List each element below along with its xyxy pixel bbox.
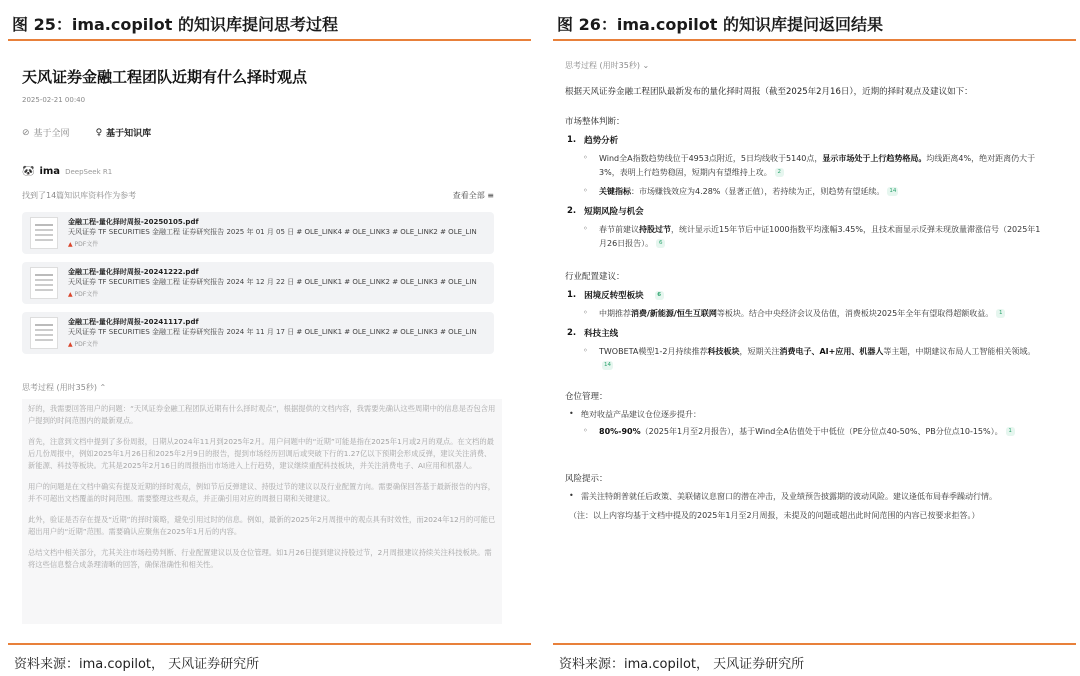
thinking-toggle[interactable] (22, 382, 106, 393)
bullet-dot: ◦ (583, 153, 588, 162)
bullet-text-span: ：市场赚钱效应为4.28%（显著正值），若持续为正，则趋势有望延续。 (631, 187, 885, 196)
thinking-paragraph: 此外，验证是否存在提及“近期”的择时策略，避免引用过时的信息。例如，最新的2025年2月周报中的观点具有时效性，而2024年12月的可能已超出用户的“近期”范围。需要确认应聚焦在2025年1月后的内容。 (28, 515, 496, 536)
section-heading: 行业配置建议： (565, 272, 625, 282)
citation-badge[interactable]: 1 (1006, 427, 1015, 436)
ima-header (22, 166, 112, 177)
bullet-text-span: 春节前建议 (599, 225, 639, 234)
reference-desc: 天风证券 TF SECURITIES 金融工程 证券研究报告 2024 年 11 月 17 日 # OLE_LINK1 # OLE_LINK2 # OLE_LINK3 # OLE_LIN (68, 328, 477, 336)
pdf-thumbnail (30, 267, 58, 299)
numbered-heading (567, 327, 618, 339)
globe-icon: ⊘ (22, 127, 30, 138)
heading-text: 短期风险与机会 (584, 207, 644, 217)
citation-badge[interactable]: 14 (889, 188, 897, 194)
bullet-bold-span: 科技板块 (707, 347, 740, 356)
heading-number: 2. (567, 328, 577, 338)
bullet-bold-span: 持股过节 (639, 225, 671, 234)
bullet-bold-span: 显示市场处于上行趋势格局。 (822, 154, 927, 163)
citation-badge[interactable]: 6 (656, 239, 665, 248)
source-note: 资料来源：ima.copilot， 天风证券研究所 (14, 657, 260, 672)
citation-badge[interactable]: 1 (996, 309, 1005, 318)
reference-type (68, 339, 98, 348)
section-heading: 风险提示： (565, 474, 608, 484)
reference-type (68, 289, 98, 298)
numbered-heading (567, 289, 664, 301)
reference-desc: 天风证券 TF SECURITIES 金融工程 证券研究报告 2024 年 12 月 22 日 # OLE_LINK1 # OLE_LINK2 # OLE_LINK3 # OLE_LIN (68, 278, 477, 286)
reference-type-label: PDF文件 (74, 241, 99, 248)
answer-note: （注：以上内容均基于文档中提及的2025年1月至2月周报，未提及的问题或超出此时间范围的内容已按要求拒答。） (569, 511, 980, 520)
model-badge: DeepSeek R1 (65, 167, 113, 176)
bullet-dot: ◦ (583, 308, 588, 317)
bullet-bold-span: 消费/新能源/恒生互联网 (631, 309, 717, 318)
pdf-icon: ▲ (68, 341, 73, 348)
heading-number: 2. (567, 206, 577, 216)
answer-card (553, 44, 1076, 627)
chat-card (8, 44, 520, 627)
view-all-link[interactable] (453, 190, 494, 201)
found-count: 找到了14篇知识库资料作为参考 (22, 191, 137, 200)
reference-name: 金融工程-量化择时周报-20241117.pdf (68, 318, 199, 326)
thinking-paragraph: 好的，我需要回答用户的问题：“天风证券金融工程团队近期有什么择时观点”，根据提供的文档内容，我需要先确认这些周期中的信息是否包含用户提到的时间范围内的最新观点。 (28, 404, 496, 425)
citation-badge[interactable]: 14 (604, 362, 611, 368)
bullet-dot: ◦ (583, 224, 588, 233)
bullet-dot: ◦ (583, 186, 588, 195)
thinking-toggle-label: 思考过程 (用时35秒) (565, 61, 640, 70)
bullet-text-span: ，短期关注 (739, 347, 780, 356)
left-figure (8, 0, 531, 676)
pdf-icon: ▲ (68, 241, 73, 248)
lightbulb-icon: ♀ (95, 127, 103, 138)
divider (553, 39, 1076, 41)
reference-type (68, 239, 98, 248)
bullet-text-span: ，统计显示近15年节后中证1000指数平均涨幅3.45%，且技术面显示反弹未现放量滞涨信号（2025年1月26日报告）。 (599, 225, 1041, 248)
citation-badge[interactable]: 2 (775, 168, 784, 177)
scope-tabs (22, 126, 151, 139)
list-icon: ≡ (487, 191, 494, 200)
pdf-icon: ▲ (68, 291, 73, 298)
chevron-up-icon: ⌃ (99, 383, 107, 392)
bullet-bold-span: 关键指标 (599, 187, 631, 196)
view-all-label: 查看全部 (452, 191, 485, 200)
reference-card[interactable] (22, 262, 494, 304)
reference-name: 金融工程-量化择时周报-20241222.pdf (68, 268, 199, 276)
pdf-thumbnail (30, 217, 58, 249)
bullet-text (599, 223, 1044, 251)
pdf-thumbnail (30, 317, 58, 349)
divider (8, 39, 531, 41)
chevron-down-icon: ⌄ (642, 61, 650, 70)
section-heading: 市场整体判断： (565, 117, 625, 127)
bullet-bold-span: 80%-90% (599, 427, 641, 436)
figure-title: 图 25：ima.copilot 的知识库提问思考过程 (12, 15, 338, 34)
tab-web-label: 基于全网 (33, 129, 70, 139)
ima-label: ima (39, 166, 61, 177)
tab-kb-label: 基于知识库 (106, 129, 152, 139)
reference-type-label: PDF文件 (74, 291, 99, 298)
citation-badge[interactable]: 6 (655, 291, 664, 300)
thinking-toggle-label: 思考过程 (用时35秒) (22, 383, 97, 392)
figure-title: 图 26：ima.copilot 的知识库提问返回结果 (557, 15, 883, 34)
thinking-paragraph: 首先，注意到文档中提到了多份周报，日期从2024年11月到2025年2月。用户问题中的“近期”可能是指在2025年1月或2月的观点。在文档的最后几份周报中，例如2025年1月26日和2025年2月9日的报告，提到市场经历回调后或突破下行的1.27亿以下预期会形成反弹，建议关注消费、新能源、科技等板块。尤其是2025年2月16日的周报指出市场进入上行趋势，建议继续重配科技板块，并关注消费电子、AI应用和机器人。 (28, 437, 494, 470)
heading-text: 科技主线 (584, 329, 619, 339)
heading-text: 困境反转型板块 (584, 291, 644, 301)
bullet-text (599, 425, 1044, 439)
thinking-content (22, 399, 502, 624)
tab-knowledge-base[interactable] (96, 126, 152, 139)
bullet-text-span: 中期推荐 (599, 309, 631, 318)
bullet-text (599, 185, 1044, 199)
question-title: 天风证券金融工程团队近期有什么择时观点 (22, 68, 308, 86)
bullet-text-span: Wind全A指数趋势线位于4953点附近，5日均线收于5140点， (599, 154, 823, 163)
reference-name: 金融工程-量化择时周报-20250105.pdf (68, 218, 199, 226)
bullet-dot: ◦ (583, 346, 588, 355)
bullet-text-span: （2025年1月至2月报告），基于Wind全A估值处于中低位（PE分位点40-50%、PB分位点10-15%）。 (640, 427, 1003, 436)
tab-web[interactable] (22, 126, 70, 139)
right-figure (553, 0, 1076, 676)
bullet-text (599, 307, 1044, 321)
divider (553, 643, 1076, 645)
bullet-text: 绝对收益产品建议仓位逐步提升： (581, 410, 701, 419)
heading-text: 趋势分析 (584, 136, 619, 146)
bullet-dot: ◦ (583, 426, 588, 435)
section-heading: 仓位管理： (565, 392, 608, 402)
reference-type-label: PDF文件 (74, 341, 99, 348)
question-date: 2025-02-21 00:40 (22, 96, 86, 104)
thinking-toggle[interactable] (565, 60, 649, 71)
bullet-text-span: 均线距离4%，绝对距离仍大于3%，表明上行趋势稳固，短期内有望维持上攻。 (599, 154, 1036, 177)
reference-card[interactable] (22, 212, 494, 254)
source-note: 资料来源：ima.copilot， 天风证券研究所 (559, 657, 805, 672)
bullet-text: 需关注特朗普就任后政策、美联储议息窗口的潜在冲击，及业绩预告披露期的波动风险。建议逢低布局春季躁动行情。 (581, 492, 997, 501)
numbered-heading (567, 205, 644, 217)
thinking-paragraph: 总结文档中相关部分，尤其关注市场趋势判断、行业配置建议以及仓位管理。如1月26日提到建议持股过节，2月周报建议持续关注科技板块。需将这些信息整合成条理清晰的回答，确保准确性和相关性。 (28, 548, 492, 569)
reference-desc: 天风证券 TF SECURITIES 金融工程 证券研究报告 2025 年 01 月 05 日 # OLE_LINK4 # OLE_LINK3 # OLE_LINK2 # OLE_LIN (68, 228, 477, 236)
thinking-paragraph: 用户的问题是在文档中确实有提及近期的择时观点，例如节后反弹建议、持股过节的建议以及行业配置方向。需要确保回答基于最新报告的内容，并不可超出文档覆盖的时间范围。需要整理这些观点，并正确引用对应的周报日期和关键建议。 (28, 482, 495, 503)
bullet-dot: • (569, 409, 574, 418)
ima-logo-icon: 🐼 (22, 166, 35, 177)
bullet-dot: • (569, 491, 574, 500)
divider (8, 643, 531, 645)
numbered-heading (567, 134, 618, 146)
bullet-bold-span: 消费电子、AI+应用、机器人 (779, 347, 884, 356)
bullet-text (599, 345, 1044, 373)
heading-number: 1. (567, 290, 577, 300)
references-header (22, 190, 494, 201)
bullet-text-span: 等主题，中期建议布局人工智能相关领域。 (883, 347, 1036, 356)
answer-intro: 根据天风证券金融工程团队最新发布的量化择时周报（截至2025年2月16日），近期的择时观点及建议如下： (565, 87, 973, 97)
heading-number: 1. (567, 135, 577, 145)
bullet-text-span: 等板块。结合中央经济会议及估值，消费板块2025年全年有望取得超额收益。 (716, 309, 994, 318)
bullet-text (599, 152, 1044, 180)
bullet-text-span: TWOBETA模型1-2月持续推荐 (599, 347, 708, 356)
reference-card[interactable] (22, 312, 494, 354)
